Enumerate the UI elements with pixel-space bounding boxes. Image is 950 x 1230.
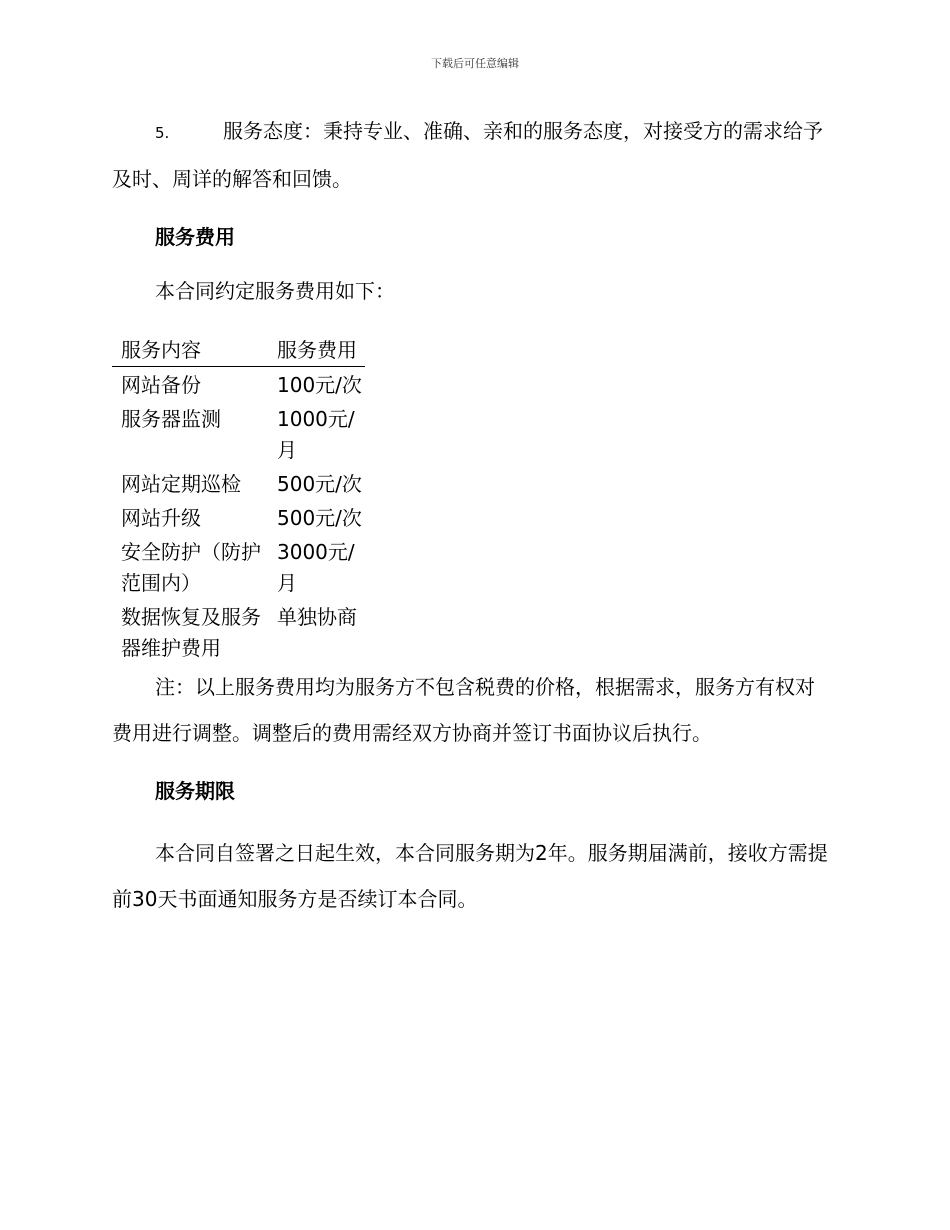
column-header-service: 服务内容 [112,331,277,367]
table-row [112,534,365,599]
service-cell: 网站备份 [121,373,201,397]
table-row [112,500,365,534]
service-cell: 网站升级 [121,506,201,530]
fees-intro: 本合同约定服务费用如下： [155,279,395,303]
service-cell: 数据恢复及服务器维护费用 [121,605,261,660]
fee-cell: 500元/次 [277,506,362,530]
column-header-fee: 服务费用 [277,331,365,367]
term-heading: 服务期限 [155,779,235,803]
table-row [112,466,365,500]
fee-cell: 1000元/月 [277,407,355,462]
header-note: 下载后可任意编辑 [431,57,519,70]
fee-cell: 3000元/月 [277,540,355,595]
service-cell: 服务器监测 [121,407,221,431]
item-text: 服务态度：秉持专业、准确、亲和的服务态度，对接受方的需求给予及时、周详的解答和回馈。 [112,119,823,191]
table-row [112,367,365,402]
table-row [112,599,365,664]
service-attitude-item [112,108,832,202]
term-text: 本合同自签署之日起生效，本合同服务期为2年。服务期届满前，接收方需提前30天书面通知服务方是否续订本合同。 [112,841,828,911]
service-cell: 安全防护（防护范围内） [121,540,261,595]
fees-note: 注：以上服务费用均为服务方不包含税费的价格，根据需求，服务方有权对费用进行调整。调整后的费用需经双方协商并签订书面协议后执行。 [112,675,815,745]
fees-heading: 服务费用 [155,225,235,249]
table-row [112,401,365,466]
item-number: 5. [155,124,170,142]
fee-cell: 100元/次 [277,373,362,397]
fee-cell: 500元/次 [277,472,362,496]
document-body [112,108,832,922]
fees-table [112,331,365,664]
fee-cell: 单独协商 [277,605,357,629]
table-header-row [112,331,365,367]
service-cell: 网站定期巡检 [121,472,241,496]
